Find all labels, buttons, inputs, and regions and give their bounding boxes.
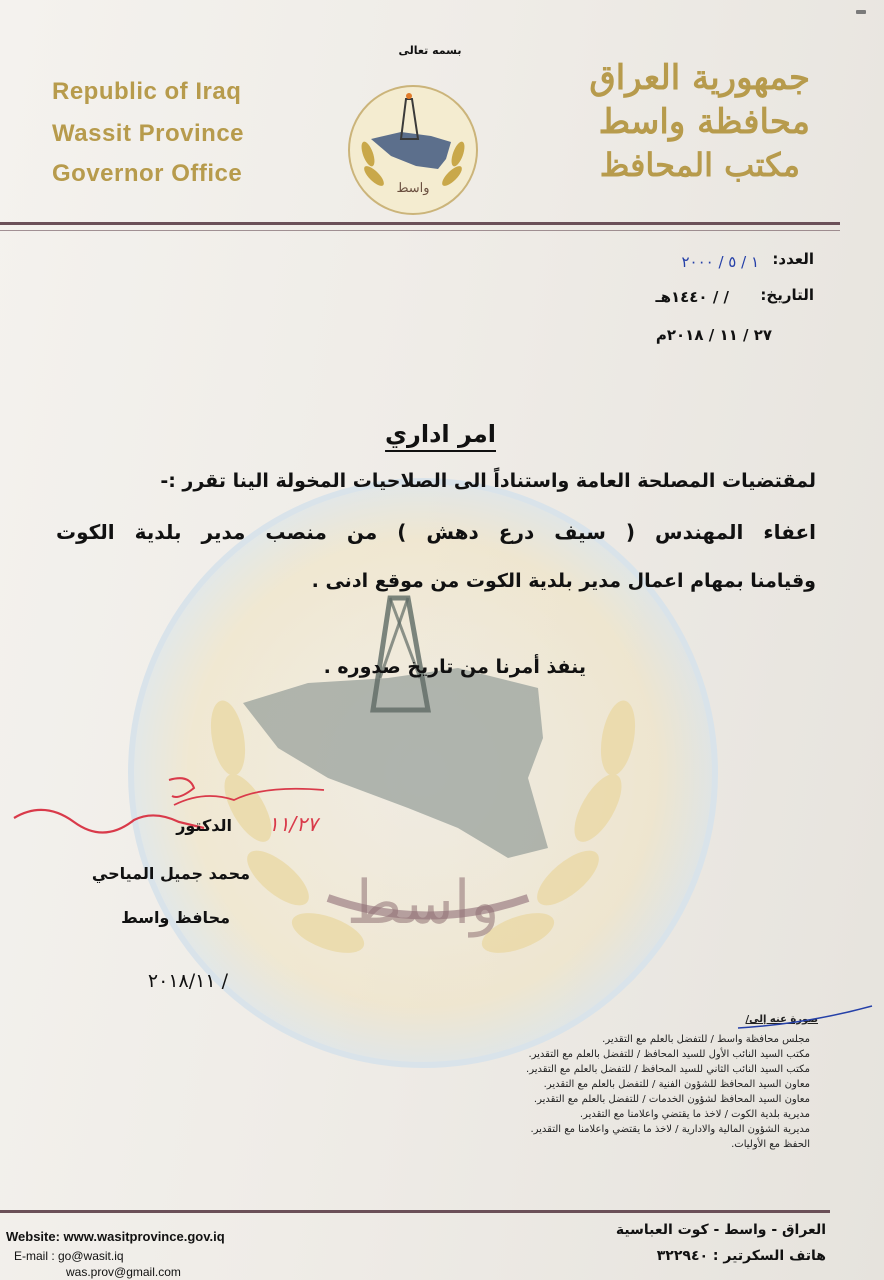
handwritten-date: ١١/٢٧ [268,812,318,836]
footer-email2: was.prov@gmail.com [66,1265,181,1279]
signer-title: الدكتور [176,816,232,835]
header-ar-line3: مكتب المحافظ [599,146,800,184]
staple-mark [856,10,866,14]
signer-position: محافظ واسط [121,908,230,927]
copy-item: معاون السيد المحافظ للشؤون الفنية / للتفضل بالعلم مع التقدير. [543,1079,810,1090]
signer-name: محمد جميل المياحي [91,864,250,883]
watermark-text: واسط [346,868,500,938]
basmala: بسمه تعالى [398,44,462,57]
body-line1: لمقتضيات المصلحة العامة واستناداً الى الصلاحيات المخولة الينا تقرر :- [160,470,816,492]
header-divider [0,222,840,225]
copy-item: مديرية بلدية الكوت / لاخذ ما يقتضي واعلامنا مع التقدير. [579,1109,810,1120]
body-line2: اعفاء المهندس ( سيف درع دهش ) من منصب مدير بلدية الكوت [56,520,816,544]
ref-number-label: العدد: [772,250,814,268]
copy-item: مكتب السيد النائب الثاني للسيد المحافظ / للتفضل بالعلم مع التقدير. [526,1064,810,1075]
governorate-emblem [346,84,480,216]
footer-divider [0,1210,830,1213]
emblem-caption: واسط [396,181,430,196]
copy-item: مكتب السيد النائب الأول للسيد المحافظ / للتفضل بالعلم مع التقدير. [528,1049,810,1060]
ref-number-value: ١ / ٥ / ٢٠٠٠ [681,253,759,271]
ref-date-label: التاريخ: [760,286,814,304]
body-line3: وقيامنا بمهام اعمال مدير بلدية الكوت من موقع ادنى . [311,570,816,592]
header-en-line1: Republic of Iraq [52,78,242,105]
header-en-line3: Governor Office [52,160,243,187]
copy-item: مديرية الشؤون المالية والادارية / لاخذ ما يقتضي واعلامنا مع التقدير. [530,1124,810,1135]
header-ar-line1: جمهورية العراق [589,58,810,98]
copy-item: مجلس محافظة واسط / للتفضل بالعلم مع التقدير. [602,1034,810,1045]
handwritten-mark [736,1002,876,1032]
header-divider-thin [0,230,840,231]
copies-heading: صورة عنه إلى/ [745,1014,818,1025]
copy-item: الحفظ مع الأوليات. [731,1139,810,1150]
header-ar-line2: محافظة واسط [598,102,810,142]
copies-list [470,1032,810,1152]
body-line4: ينفذ أمرنا من تاريخ صدوره . [323,656,586,678]
signature-date: / ٢٠١٨/١١ [147,970,228,992]
ref-hijri-value: / / ١٤٤٠هـ [655,288,729,306]
document-title: امر اداري [385,420,496,448]
header-en-line2: Wassit Province [52,120,245,147]
footer-phone: هاتف السكرتير : ٣٢٢٩٤٠ [656,1248,826,1264]
footer-email1: E-mail : go@wasit.iq [14,1249,124,1263]
footer-address: العراق - واسط - كوت العباسية [615,1222,826,1238]
handwritten-signature [4,770,334,850]
copy-item: معاون السيد المحافظ لشؤون الخدمات / للتفضل بالعلم مع التقدير. [533,1094,810,1105]
ref-gregorian-value: ٢٧ / ١١ / ٢٠١٨م [655,326,772,344]
footer-website: Website: www.wasitprovince.gov.iq [6,1229,225,1244]
